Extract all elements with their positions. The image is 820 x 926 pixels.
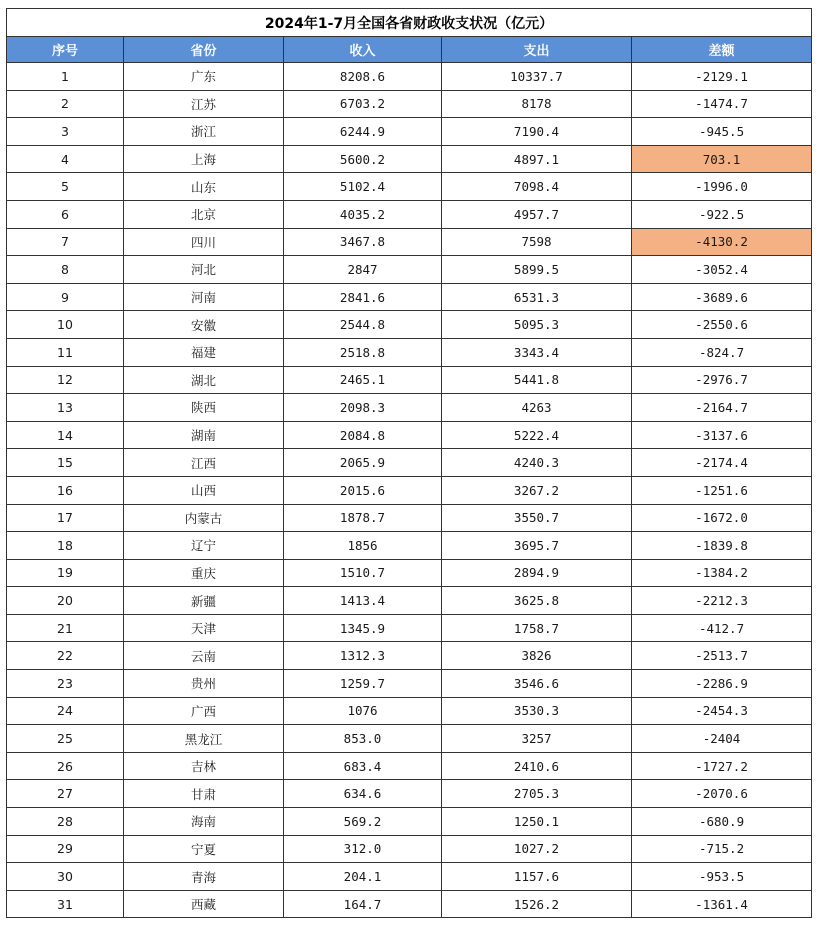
cell-diff: -715.2 bbox=[632, 835, 812, 863]
cell-expense: 4897.1 bbox=[442, 145, 632, 173]
table-row bbox=[7, 863, 812, 891]
cell-expense: 3546.6 bbox=[442, 670, 632, 698]
cell-diff: -412.7 bbox=[632, 614, 812, 642]
cell-province: 陕西 bbox=[124, 394, 284, 422]
cell-expense: 3257 bbox=[442, 725, 632, 753]
cell-no: 4 bbox=[7, 145, 124, 173]
cell-province: 辽宁 bbox=[124, 532, 284, 560]
cell-income: 1312.3 bbox=[284, 642, 442, 670]
cell-expense: 5441.8 bbox=[442, 366, 632, 394]
cell-income: 4035.2 bbox=[284, 200, 442, 228]
column-header-province[interactable]: 省份 bbox=[124, 37, 284, 63]
cell-no: 5 bbox=[7, 173, 124, 201]
cell-no: 16 bbox=[7, 476, 124, 504]
cell-province: 广东 bbox=[124, 63, 284, 91]
cell-province: 青海 bbox=[124, 863, 284, 891]
cell-province: 山东 bbox=[124, 173, 284, 201]
cell-no: 2 bbox=[7, 90, 124, 118]
cell-expense: 1157.6 bbox=[442, 863, 632, 891]
cell-province: 浙江 bbox=[124, 118, 284, 146]
cell-expense: 4240.3 bbox=[442, 449, 632, 477]
cell-diff: -2513.7 bbox=[632, 642, 812, 670]
cell-income: 5102.4 bbox=[284, 173, 442, 201]
cell-income: 1413.4 bbox=[284, 587, 442, 615]
cell-province: 西藏 bbox=[124, 890, 284, 918]
cell-income: 6244.9 bbox=[284, 118, 442, 146]
cell-expense: 5222.4 bbox=[442, 421, 632, 449]
cell-province: 广西 bbox=[124, 697, 284, 725]
cell-expense: 10337.7 bbox=[442, 63, 632, 91]
cell-expense: 8178 bbox=[442, 90, 632, 118]
cell-income: 569.2 bbox=[284, 808, 442, 836]
cell-income: 2098.3 bbox=[284, 394, 442, 422]
cell-income: 2841.6 bbox=[284, 283, 442, 311]
cell-no: 6 bbox=[7, 200, 124, 228]
cell-diff: -3137.6 bbox=[632, 421, 812, 449]
table-row bbox=[7, 670, 812, 698]
cell-no: 9 bbox=[7, 283, 124, 311]
cell-diff: -1839.8 bbox=[632, 532, 812, 560]
cell-expense: 5095.3 bbox=[442, 311, 632, 339]
cell-expense: 3625.8 bbox=[442, 587, 632, 615]
cell-no: 13 bbox=[7, 394, 124, 422]
cell-expense: 1250.1 bbox=[442, 808, 632, 836]
table-row bbox=[7, 394, 812, 422]
cell-expense: 5899.5 bbox=[442, 256, 632, 284]
table-body bbox=[7, 63, 812, 918]
cell-income: 312.0 bbox=[284, 835, 442, 863]
cell-diff: -1251.6 bbox=[632, 476, 812, 504]
cell-province: 江苏 bbox=[124, 90, 284, 118]
cell-province: 吉林 bbox=[124, 752, 284, 780]
cell-province: 河南 bbox=[124, 283, 284, 311]
cell-diff: -2454.3 bbox=[632, 697, 812, 725]
cell-no: 30 bbox=[7, 863, 124, 891]
table-row bbox=[7, 476, 812, 504]
table-row bbox=[7, 283, 812, 311]
cell-income: 1259.7 bbox=[284, 670, 442, 698]
cell-no: 11 bbox=[7, 338, 124, 366]
table-row bbox=[7, 311, 812, 339]
cell-province: 贵州 bbox=[124, 670, 284, 698]
cell-income: 853.0 bbox=[284, 725, 442, 753]
cell-no: 25 bbox=[7, 725, 124, 753]
cell-income: 1076 bbox=[284, 697, 442, 725]
cell-income: 5600.2 bbox=[284, 145, 442, 173]
cell-diff: -4130.2 bbox=[632, 228, 812, 256]
table-row bbox=[7, 228, 812, 256]
cell-diff: -824.7 bbox=[632, 338, 812, 366]
cell-diff: -945.5 bbox=[632, 118, 812, 146]
cell-diff: -1384.2 bbox=[632, 559, 812, 587]
column-header-income[interactable]: 收入 bbox=[284, 37, 442, 63]
table-row bbox=[7, 145, 812, 173]
table-row bbox=[7, 256, 812, 284]
table-row bbox=[7, 504, 812, 532]
cell-diff: -2404 bbox=[632, 725, 812, 753]
cell-no: 14 bbox=[7, 421, 124, 449]
cell-expense: 6531.3 bbox=[442, 283, 632, 311]
cell-diff: -3052.4 bbox=[632, 256, 812, 284]
cell-province: 上海 bbox=[124, 145, 284, 173]
cell-diff: -2174.4 bbox=[632, 449, 812, 477]
cell-expense: 7598 bbox=[442, 228, 632, 256]
cell-income: 634.6 bbox=[284, 780, 442, 808]
cell-diff: -2164.7 bbox=[632, 394, 812, 422]
cell-income: 8208.6 bbox=[284, 63, 442, 91]
cell-expense: 3343.4 bbox=[442, 338, 632, 366]
table-row bbox=[7, 200, 812, 228]
cell-diff: -2129.1 bbox=[632, 63, 812, 91]
cell-province: 江西 bbox=[124, 449, 284, 477]
cell-diff: -2212.3 bbox=[632, 587, 812, 615]
cell-province: 山西 bbox=[124, 476, 284, 504]
cell-no: 12 bbox=[7, 366, 124, 394]
column-header-no[interactable]: 序号 bbox=[7, 37, 124, 63]
cell-province: 湖南 bbox=[124, 421, 284, 449]
cell-expense: 2410.6 bbox=[442, 752, 632, 780]
cell-no: 3 bbox=[7, 118, 124, 146]
table-row bbox=[7, 780, 812, 808]
cell-no: 27 bbox=[7, 780, 124, 808]
cell-diff: -1672.0 bbox=[632, 504, 812, 532]
cell-no: 31 bbox=[7, 890, 124, 918]
cell-province: 天津 bbox=[124, 614, 284, 642]
cell-diff: -2550.6 bbox=[632, 311, 812, 339]
cell-no: 8 bbox=[7, 256, 124, 284]
cell-diff: -1361.4 bbox=[632, 890, 812, 918]
cell-expense: 3267.2 bbox=[442, 476, 632, 504]
cell-expense: 2894.9 bbox=[442, 559, 632, 587]
table-row bbox=[7, 587, 812, 615]
finance-table bbox=[6, 8, 812, 918]
cell-no: 20 bbox=[7, 587, 124, 615]
cell-province: 湖北 bbox=[124, 366, 284, 394]
cell-income: 2015.6 bbox=[284, 476, 442, 504]
cell-no: 24 bbox=[7, 697, 124, 725]
cell-expense: 7190.4 bbox=[442, 118, 632, 146]
cell-no: 1 bbox=[7, 63, 124, 91]
column-header-diff[interactable]: 差额 bbox=[632, 37, 812, 63]
table-row bbox=[7, 173, 812, 201]
cell-income: 2544.8 bbox=[284, 311, 442, 339]
table-row bbox=[7, 890, 812, 918]
table-row bbox=[7, 338, 812, 366]
cell-expense: 4263 bbox=[442, 394, 632, 422]
cell-income: 1878.7 bbox=[284, 504, 442, 532]
table-row bbox=[7, 118, 812, 146]
cell-province: 四川 bbox=[124, 228, 284, 256]
cell-expense: 3530.3 bbox=[442, 697, 632, 725]
cell-province: 河北 bbox=[124, 256, 284, 284]
cell-income: 2847 bbox=[284, 256, 442, 284]
table-header-row bbox=[7, 37, 812, 63]
cell-no: 22 bbox=[7, 642, 124, 670]
cell-expense: 2705.3 bbox=[442, 780, 632, 808]
cell-expense: 1758.7 bbox=[442, 614, 632, 642]
cell-income: 2518.8 bbox=[284, 338, 442, 366]
table-row bbox=[7, 808, 812, 836]
cell-province: 内蒙古 bbox=[124, 504, 284, 532]
cell-no: 17 bbox=[7, 504, 124, 532]
cell-diff: -2976.7 bbox=[632, 366, 812, 394]
cell-province: 黑龙江 bbox=[124, 725, 284, 753]
cell-province: 云南 bbox=[124, 642, 284, 670]
table-row bbox=[7, 90, 812, 118]
column-header-expense[interactable]: 支出 bbox=[442, 37, 632, 63]
cell-income: 2465.1 bbox=[284, 366, 442, 394]
cell-no: 18 bbox=[7, 532, 124, 560]
cell-diff: -922.5 bbox=[632, 200, 812, 228]
cell-diff: -953.5 bbox=[632, 863, 812, 891]
cell-expense: 3826 bbox=[442, 642, 632, 670]
table-row bbox=[7, 421, 812, 449]
cell-province: 福建 bbox=[124, 338, 284, 366]
table-row bbox=[7, 725, 812, 753]
cell-province: 北京 bbox=[124, 200, 284, 228]
cell-expense: 1526.2 bbox=[442, 890, 632, 918]
cell-no: 23 bbox=[7, 670, 124, 698]
cell-province: 宁夏 bbox=[124, 835, 284, 863]
cell-no: 19 bbox=[7, 559, 124, 587]
cell-province: 安徽 bbox=[124, 311, 284, 339]
table-row bbox=[7, 63, 812, 91]
cell-diff: -2070.6 bbox=[632, 780, 812, 808]
cell-income: 1345.9 bbox=[284, 614, 442, 642]
cell-expense: 7098.4 bbox=[442, 173, 632, 201]
table-row bbox=[7, 449, 812, 477]
cell-no: 28 bbox=[7, 808, 124, 836]
cell-no: 26 bbox=[7, 752, 124, 780]
cell-no: 10 bbox=[7, 311, 124, 339]
finance-table-sheet bbox=[6, 8, 811, 918]
cell-no: 21 bbox=[7, 614, 124, 642]
cell-diff: -3689.6 bbox=[632, 283, 812, 311]
cell-no: 15 bbox=[7, 449, 124, 477]
cell-income: 204.1 bbox=[284, 863, 442, 891]
cell-expense: 3550.7 bbox=[442, 504, 632, 532]
cell-diff: -680.9 bbox=[632, 808, 812, 836]
cell-province: 海南 bbox=[124, 808, 284, 836]
cell-diff: -1996.0 bbox=[632, 173, 812, 201]
table-title: 2024年1-7月全国各省财政收支状况（亿元） bbox=[7, 9, 812, 37]
cell-province: 新疆 bbox=[124, 587, 284, 615]
cell-income: 1856 bbox=[284, 532, 442, 560]
cell-expense: 1027.2 bbox=[442, 835, 632, 863]
cell-income: 3467.8 bbox=[284, 228, 442, 256]
table-row bbox=[7, 642, 812, 670]
cell-expense: 4957.7 bbox=[442, 200, 632, 228]
cell-income: 2084.8 bbox=[284, 421, 442, 449]
cell-diff: -1727.2 bbox=[632, 752, 812, 780]
table-row bbox=[7, 559, 812, 587]
table-row bbox=[7, 697, 812, 725]
cell-income: 683.4 bbox=[284, 752, 442, 780]
cell-income: 164.7 bbox=[284, 890, 442, 918]
table-row bbox=[7, 614, 812, 642]
cell-income: 1510.7 bbox=[284, 559, 442, 587]
cell-province: 甘肃 bbox=[124, 780, 284, 808]
cell-diff: -2286.9 bbox=[632, 670, 812, 698]
table-row bbox=[7, 366, 812, 394]
cell-no: 29 bbox=[7, 835, 124, 863]
cell-diff: 703.1 bbox=[632, 145, 812, 173]
cell-income: 6703.2 bbox=[284, 90, 442, 118]
cell-province: 重庆 bbox=[124, 559, 284, 587]
cell-expense: 3695.7 bbox=[442, 532, 632, 560]
table-row bbox=[7, 532, 812, 560]
table-row bbox=[7, 835, 812, 863]
cell-income: 2065.9 bbox=[284, 449, 442, 477]
cell-diff: -1474.7 bbox=[632, 90, 812, 118]
table-row bbox=[7, 752, 812, 780]
cell-no: 7 bbox=[7, 228, 124, 256]
